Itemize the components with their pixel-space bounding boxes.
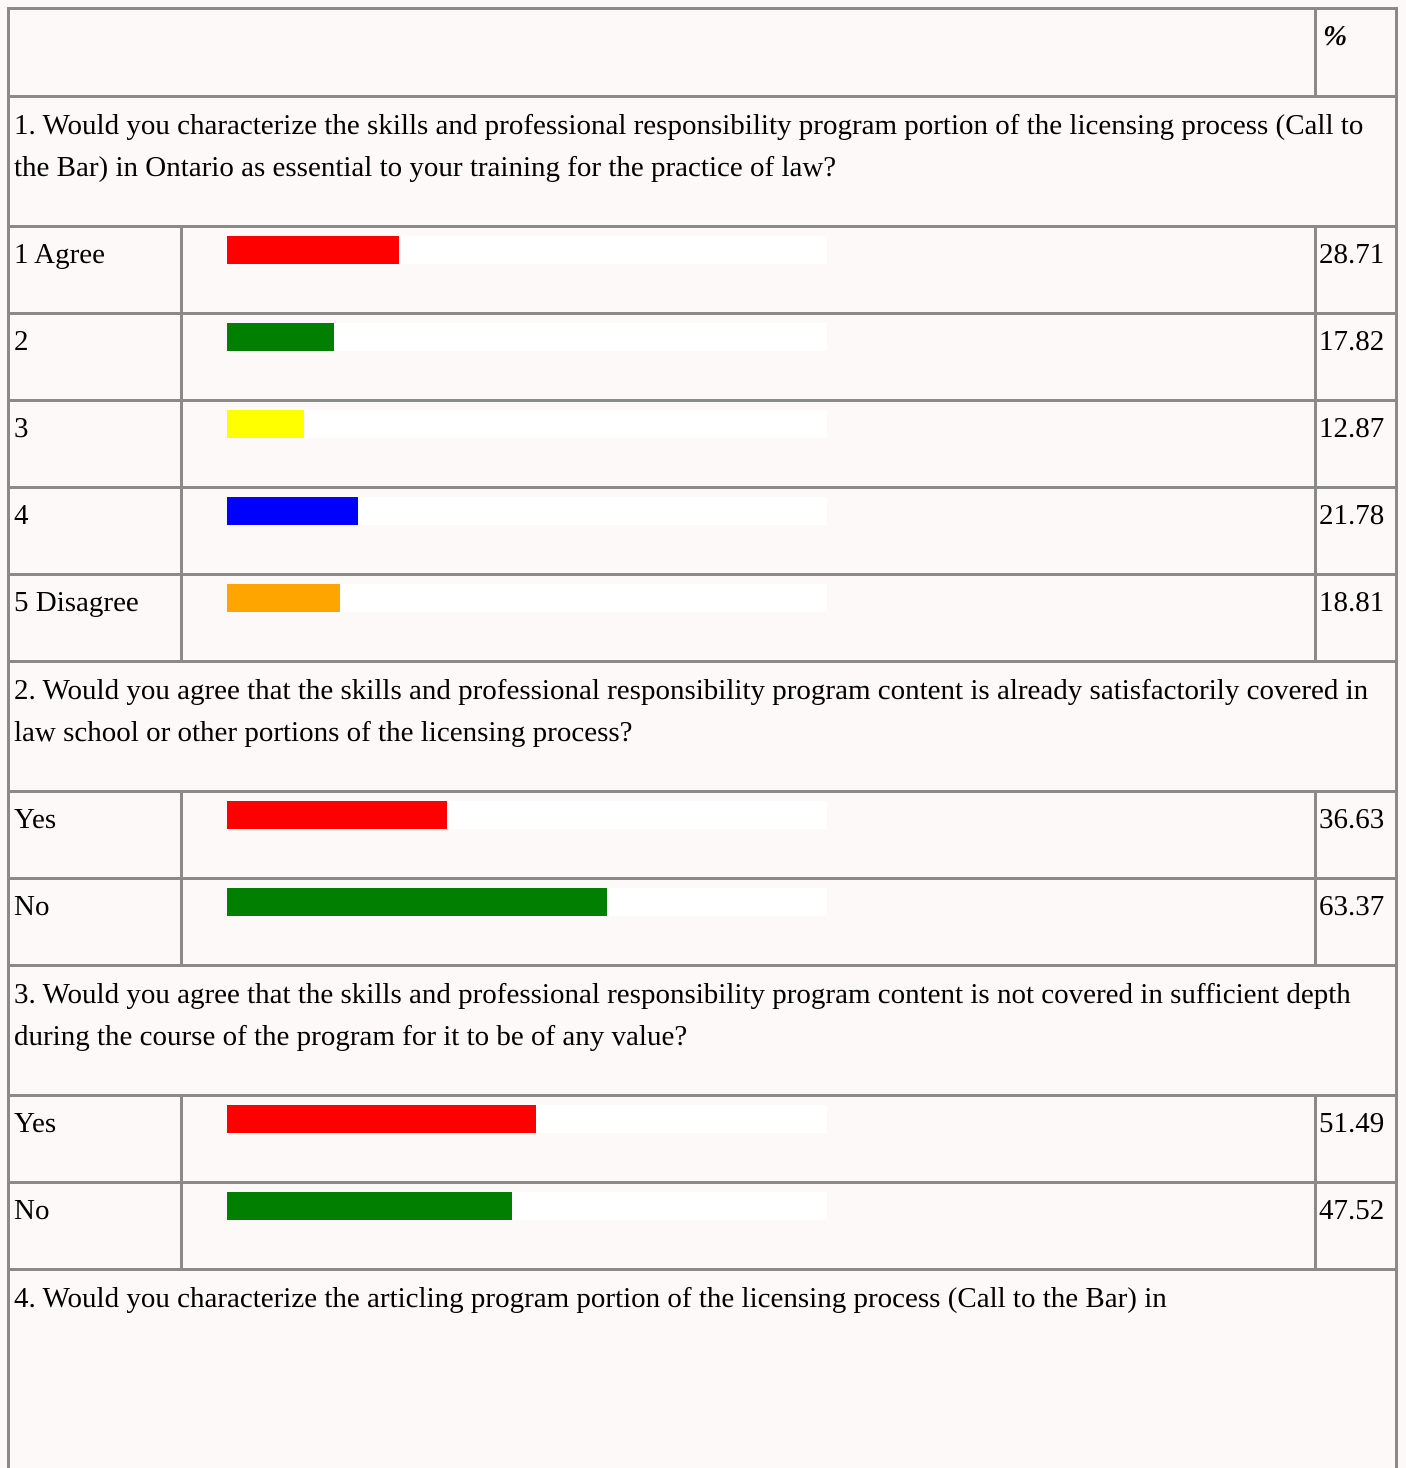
table-header-row [7,7,1398,95]
question-text: 1. Would you characterize the skills and professional responsibility program portion of the licensing process (Call to the Bar) in Ontario as essential to your training for the practice of law? [14,109,1364,183]
answer-row [7,1094,1398,1181]
percent-cell [1314,228,1395,312]
bar-cell [180,793,1314,877]
bar-cell [180,1184,1314,1268]
percent-cell [1314,1184,1395,1268]
question-row [7,660,1398,790]
answer-label: Yes [14,1107,57,1139]
percent-cell [1314,793,1395,877]
percent-cell [1314,1097,1395,1181]
answer-row [7,1181,1398,1268]
bar-mark [227,1192,512,1220]
percent-cell [1314,576,1395,660]
bar-mark [227,1105,536,1133]
survey-results-table [7,7,1398,1468]
percent-value: 18.81 [1319,586,1385,618]
answer-label: No [14,890,50,922]
answer-label: 3 [14,412,29,444]
answer-row [7,312,1398,399]
question-row [7,95,1398,225]
bar-cell [180,576,1314,660]
question-text: 3. Would you agree that the skills and professional responsibility program content is not covered in sufficient depth during the course of the program for it to be of any value? [14,978,1351,1052]
bar-mark [227,497,358,525]
percent-cell [1314,315,1395,399]
bar-cell [180,1097,1314,1181]
bar-cell [180,315,1314,399]
question-row [7,1268,1398,1468]
bar-track [227,236,827,264]
bar-cell [180,402,1314,486]
answer-row [7,399,1398,486]
percent-value: 21.78 [1319,499,1385,531]
percent-value: 17.82 [1319,325,1385,357]
bar-track [227,801,827,829]
bar-mark [227,236,399,264]
answer-label: 2 [14,325,29,357]
question-text: 2. Would you agree that the skills and professional responsibility program content is already satisfactorily covered in law school or other portions of the licensing process? [14,674,1369,748]
percent-value: 47.52 [1319,1194,1385,1226]
answer-row [7,225,1398,312]
bar-track [227,1105,827,1133]
answer-label: 4 [14,499,29,531]
bar-mark [227,584,340,612]
bar-cell [180,880,1314,964]
percent-column-header: % [1314,10,1347,95]
bar-track [227,888,827,916]
bar-mark [227,888,607,916]
bar-mark [227,323,334,351]
answer-row [7,573,1398,660]
bar-track [227,323,827,351]
question-row [7,964,1398,1094]
percent-value: 36.63 [1319,803,1385,835]
answer-label: 5 Disagree [14,586,139,618]
bar-track [227,584,827,612]
bar-mark [227,801,447,829]
percent-value: 12.87 [1319,412,1385,444]
answer-row [7,877,1398,964]
answer-row [7,486,1398,573]
percent-cell [1314,402,1395,486]
bar-track [227,410,827,438]
bar-cell [180,228,1314,312]
question-text: 4. Would you characterize the articling program portion of the licensing process (Call to the Bar) in [14,1282,1167,1314]
bar-track [227,497,827,525]
answer-label: Yes [14,803,57,835]
percent-value: 28.71 [1319,238,1385,270]
percent-cell [1314,489,1395,573]
percent-value: 63.37 [1319,890,1385,922]
percent-cell [1314,880,1395,964]
bar-mark [227,410,304,438]
bar-track [227,1192,827,1220]
answer-label: No [14,1194,50,1226]
bar-cell [180,489,1314,573]
answer-label: 1 Agree [14,238,105,270]
percent-value: 51.49 [1319,1107,1385,1139]
answer-row [7,790,1398,877]
